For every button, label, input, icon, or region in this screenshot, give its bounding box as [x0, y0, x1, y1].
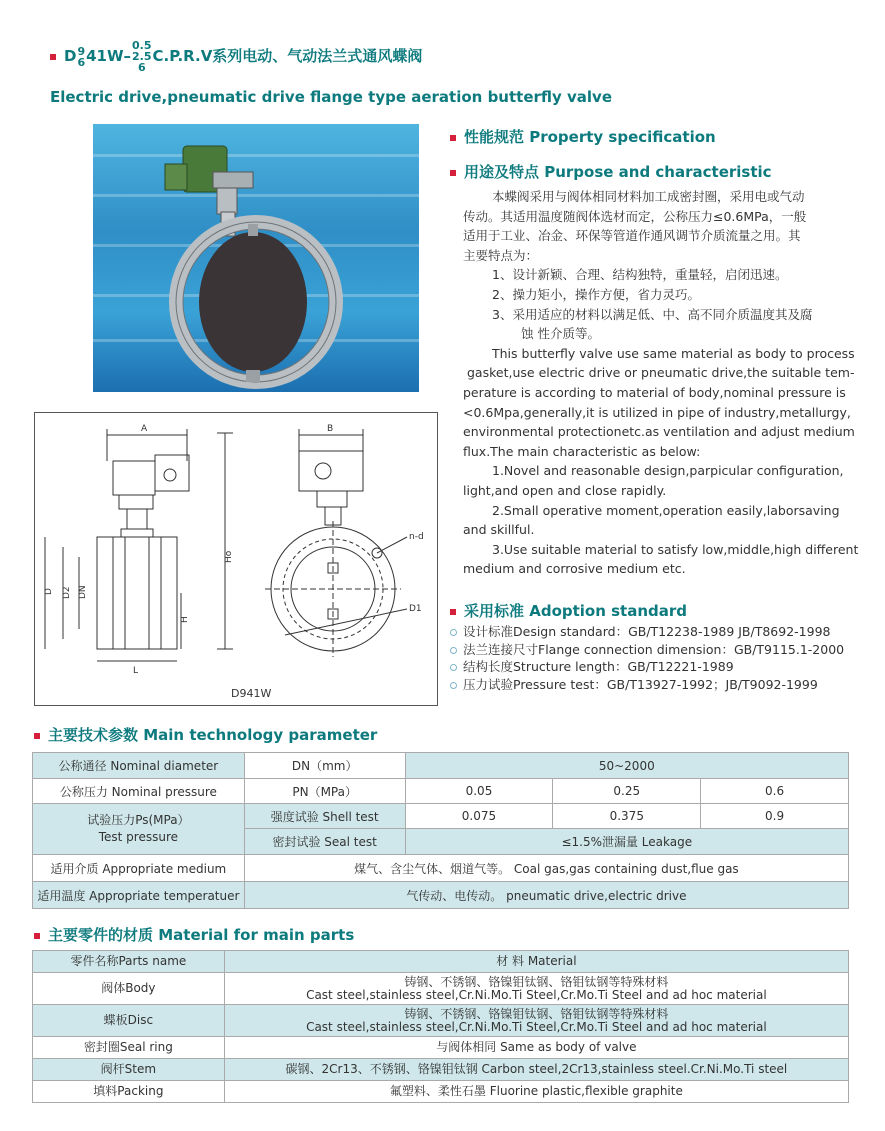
feature-item: and skillful.: [463, 522, 535, 538]
purpose-bullet: [450, 170, 456, 176]
col-material-header: 材 料 Material: [224, 951, 848, 973]
adoption-list: [450, 623, 880, 693]
shell-test-value: 0.9: [701, 804, 849, 829]
medium-label: 适用介质 Appropriate medium: [33, 855, 245, 882]
temperature-value: 气传动、电传动。 pneumatic drive,electric drive: [244, 882, 848, 909]
pn-value: 0.05: [405, 779, 553, 804]
shell-test-label: 强度试验 Shell test: [244, 804, 405, 829]
butterfly-valve-image: [93, 124, 419, 392]
feature-item: 蚀 性介质等。: [521, 326, 600, 342]
part-name: 密封圈Seal ring: [33, 1037, 225, 1059]
dim-b: B: [327, 424, 334, 434]
circle-bullet-icon: [450, 647, 457, 654]
purpose-line: perature is according to material of body,nominal pressure is: [463, 384, 846, 400]
nominal-pressure-label: 公称压力 Nominal pressure: [33, 779, 245, 804]
feature-item: 1.Novel and reasonable design,parpicular configuration,: [492, 463, 844, 479]
title-model: 41W–: [86, 47, 132, 65]
col-part-header: 零件名称Parts name: [33, 951, 225, 973]
table-row: [33, 1005, 849, 1037]
feature-item: 3.Use suitable material to satisfy low,middle,high different: [492, 541, 859, 557]
table-row: [33, 973, 849, 1005]
part-material: 铸钢、不锈钢、铬镍钼钛钢、铬钼钛钢等特殊材料 Cast steel,stainless steel,Cr.Ni.Mo.Ti Steel,Cr.Mo.Ti Steel and ad hoc material: [224, 973, 848, 1005]
purpose-line: environmental protectionetc.as ventilation and adjust medium: [463, 424, 855, 440]
dim-d2: D2: [62, 586, 72, 599]
table-row: [33, 1059, 849, 1081]
purpose-heading: 用途及特点 Purpose and characteristic: [450, 161, 772, 182]
dim-ho: Ho: [224, 550, 234, 563]
standard-item: 压力试验Pressure test：GB/T13927-1992；JB/T9092-1999: [450, 676, 880, 694]
shell-test-value: 0.375: [553, 804, 701, 829]
part-name: 蝶板Disc: [33, 1005, 225, 1037]
part-name: 填料Packing: [33, 1081, 225, 1103]
adoption-bullet: [450, 609, 456, 615]
title-fraction-2: 0.5 2.5 6: [132, 39, 152, 74]
tech-table: [32, 752, 849, 909]
feature-item: 2.Small operative moment,operation easily,laborsaving: [492, 502, 840, 518]
dim-a: A: [141, 424, 148, 434]
test-pressure-label: 试验压力Ps(MPa） Test pressure: [33, 804, 245, 855]
tech-bullet: [34, 733, 40, 739]
part-name: 阀体Body: [33, 973, 225, 1005]
dim-d1: D1: [409, 604, 422, 614]
temperature-label: 适用温度 Appropriate temperatuer: [33, 882, 245, 909]
purpose-text: [463, 187, 863, 579]
adoption-heading: 采用标准 Adoption standard: [450, 600, 687, 621]
table-row: [33, 855, 849, 882]
feature-item: 3、采用适应的材料以满足低、中、高不同介质温度其及腐: [492, 306, 813, 322]
part-material: 与阀体相同 Same as body of valve: [224, 1037, 848, 1059]
dimension-drawing: [35, 413, 437, 705]
purpose-line: 适用于工业、冶金、环保等管道作通风调节介质流量之用。其: [463, 228, 801, 244]
purpose-line: This butterfly valve use same material as body to process: [492, 345, 855, 361]
table-row: [33, 882, 849, 909]
dim-h: H: [180, 616, 190, 623]
page-title: [50, 40, 422, 73]
seal-test-value: ≤1.5%泄漏量 Leakage: [405, 829, 848, 855]
purpose-line: gasket,use electric drive or pneumatic drive,the suitable tem-: [467, 365, 855, 381]
table-row: [33, 1037, 849, 1059]
purpose-line: 本蝶阀采用与阀体相同材料加工成密封圈，采用电或气动: [492, 189, 805, 204]
title-prefix: D: [64, 47, 77, 65]
feature-item: light,and open and close rapidly.: [463, 482, 667, 498]
purpose-line: 主要特点为：: [463, 247, 539, 263]
pn-value: 0.6: [701, 779, 849, 804]
table-row: [33, 804, 849, 829]
standard-item: 法兰连接尺寸Flange connection dimension：GB/T9115.1-2000: [450, 641, 880, 659]
circle-bullet-icon: [450, 682, 457, 689]
part-name: 阀杆Stem: [33, 1059, 225, 1081]
standard-item: 结构长度Structure length：GB/T12221-1989: [450, 658, 880, 676]
material-bullet: [34, 933, 40, 939]
part-material: 碳钢、2Cr13、不锈钢、铬镍钼钛钢 Carbon steel,2Cr13,stainless steel.Cr.Ni.Mo.Ti steel: [224, 1059, 848, 1081]
table-header-row: [33, 951, 849, 973]
purpose-line: 传动。其适用温度随阀体选材而定，公称压力≤0.6MPa，一般: [463, 208, 807, 224]
dim-d: D: [44, 588, 54, 595]
medium-value: 煤气、含尘气体、烟道气等。 Coal gas,gas containing dust,flue gas: [244, 855, 848, 882]
table-row: [33, 1081, 849, 1103]
tech-heading: 主要技术参数 Main technology parameter: [34, 724, 377, 745]
dn-value: 50~2000: [405, 753, 848, 779]
dim-l: L: [133, 666, 139, 676]
drawing-caption: D941W: [231, 687, 272, 700]
standard-item: 设计标准Design standard：GB/T12238-1989 JB/T8692-1998: [450, 623, 880, 641]
feature-item: medium and corrosive medium etc.: [463, 561, 686, 577]
technical-drawing: [34, 412, 438, 706]
circle-bullet-icon: [450, 664, 457, 671]
table-row: [33, 779, 849, 804]
material-table: [32, 950, 849, 1103]
material-heading: 主要零件的材质 Material for main parts: [34, 924, 354, 945]
valve-photo: [93, 124, 419, 392]
dim-dn: DN: [78, 585, 88, 599]
feature-item: 1、设计新颖、合理、结构独特，重量轻，启闭迅速。: [492, 267, 788, 283]
feature-item: 2、操力矩小，操作方便，省力灵巧。: [492, 286, 700, 302]
circle-bullet-icon: [450, 629, 457, 636]
purpose-line: flux.The main characteristic as below:: [463, 443, 701, 459]
pn-value: 0.25: [553, 779, 701, 804]
table-row: [33, 753, 849, 779]
property-heading: 性能规范 Property specification: [450, 126, 716, 147]
title-bullet: [50, 54, 56, 60]
title-fraction-1: 9 6: [77, 44, 86, 69]
purpose-line: <0.6Mpa,generally,it is utilized in pipe of industry,metallurgy,: [463, 404, 851, 420]
part-material: 氟塑料、柔性石墨 Fluorine plastic,flexible graphite: [224, 1081, 848, 1103]
nominal-diameter-label: 公称通径 Nominal diameter: [33, 753, 245, 779]
shell-test-value: 0.075: [405, 804, 553, 829]
seal-test-label: 密封试验 Seal test: [244, 829, 405, 855]
pn-label: PN（MPa）: [244, 779, 405, 804]
dim-nd: n-d: [409, 532, 424, 542]
part-material: 铸钢、不锈钢、铬镍钼钛钢、铬钼钛钢等特殊材料 Cast steel,stainless steel,Cr.Ni.Mo.Ti Steel,Cr.Mo.Ti Steel and ad hoc material: [224, 1005, 848, 1037]
dn-label: DN（mm）: [244, 753, 405, 779]
property-bullet: [450, 135, 456, 141]
title-suffix: C.P.R.V系列电动、气动法兰式通风蝶阀: [152, 47, 423, 65]
page-subtitle: Electric drive,pneumatic drive flange type aeration butterfly valve: [50, 88, 613, 106]
